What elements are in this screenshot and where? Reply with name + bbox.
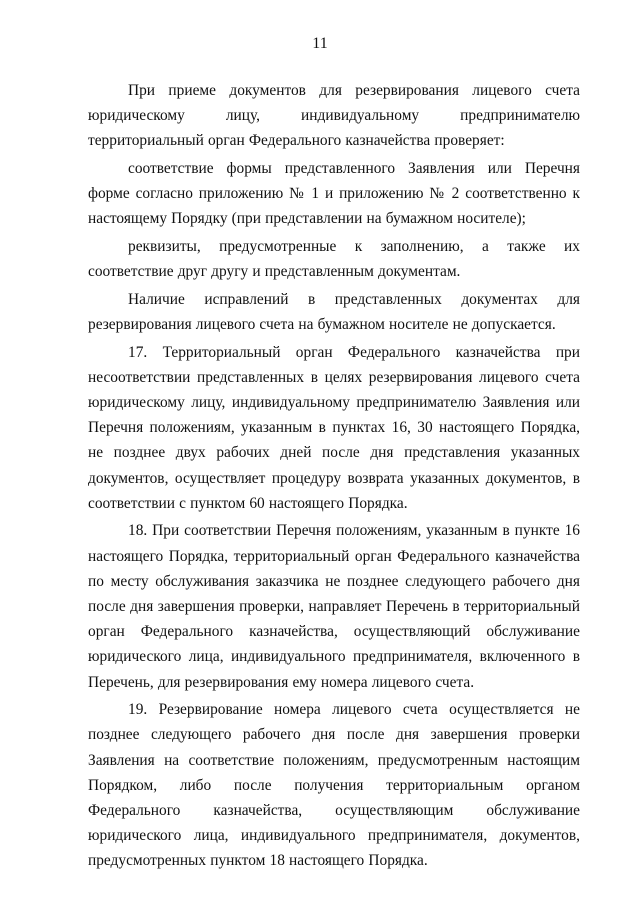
paragraph-no-corrections: Наличие исправлений в представленных документах для резервирования лицевого счета на бумажном носителе не допускается.: [88, 290, 580, 333]
paragraph-item-19: 19. Резервирование номера лицевого счета осуществляется не позднее следующего рабочего дня после дня завершения проверки Заявления на соответствие положениям, предусмотренным настоящим Порядком, либо после получения территориальным органом Федерального казначейства, осуществляющим обслуживание юридического лица, индивидуального предпринимателя, документов, предусмотренных пунктом 18 настоящего Порядка.: [88, 701, 580, 870]
paragraph-form-compliance: соответствие формы представленного Заявления или Перечня форме согласно приложению № 1 и приложению № 2 соответственно к настоящему Порядку (при представлении на бумажном носителе);: [88, 160, 580, 228]
paragraph-item-18: 18. При соответствии Перечня положениям, указанным в пункте 16 настоящего Порядка, территориальный орган Федерального казначейства по месту обслуживания заказчика не позднее следующего рабочего дня после дня завершения проверки, направляет Перечень в территориальный орган Федерального казначейства, осуществляющий обслуживание юридического лица, индивидуального предпринимателя, включенного в Перечень, для резервирования ему номера лицевого счета.: [88, 522, 580, 691]
page-number: 11: [312, 35, 328, 52]
paragraph-item-17: 17. Территориальный орган Федерального казначейства при несоответствии представленных в целях резервирования лицевого счета юридическому лицу, индивидуальному предпринимателю Заявления или Перечня положениям, указанным в пунктах 16, 30 настоящего Порядка, не позднее двух рабочих дней после дня представления указанных документов, осуществляет процедуру возврата указанных документов, в соответствии с пунктом 60 настоящего Порядка.: [88, 343, 580, 512]
paragraph-requisites: реквизиты, предусмотренные к заполнению, а также их соответствие друг другу и представленным документам.: [88, 238, 580, 281]
paragraph-document-check-intro: При приеме документов для резервирования лицевого счета юридическому лицу, индивидуальному предпринимателю территориальный орган Федерального казначейства проверяет:: [88, 82, 580, 150]
document-body: [88, 78, 580, 876]
